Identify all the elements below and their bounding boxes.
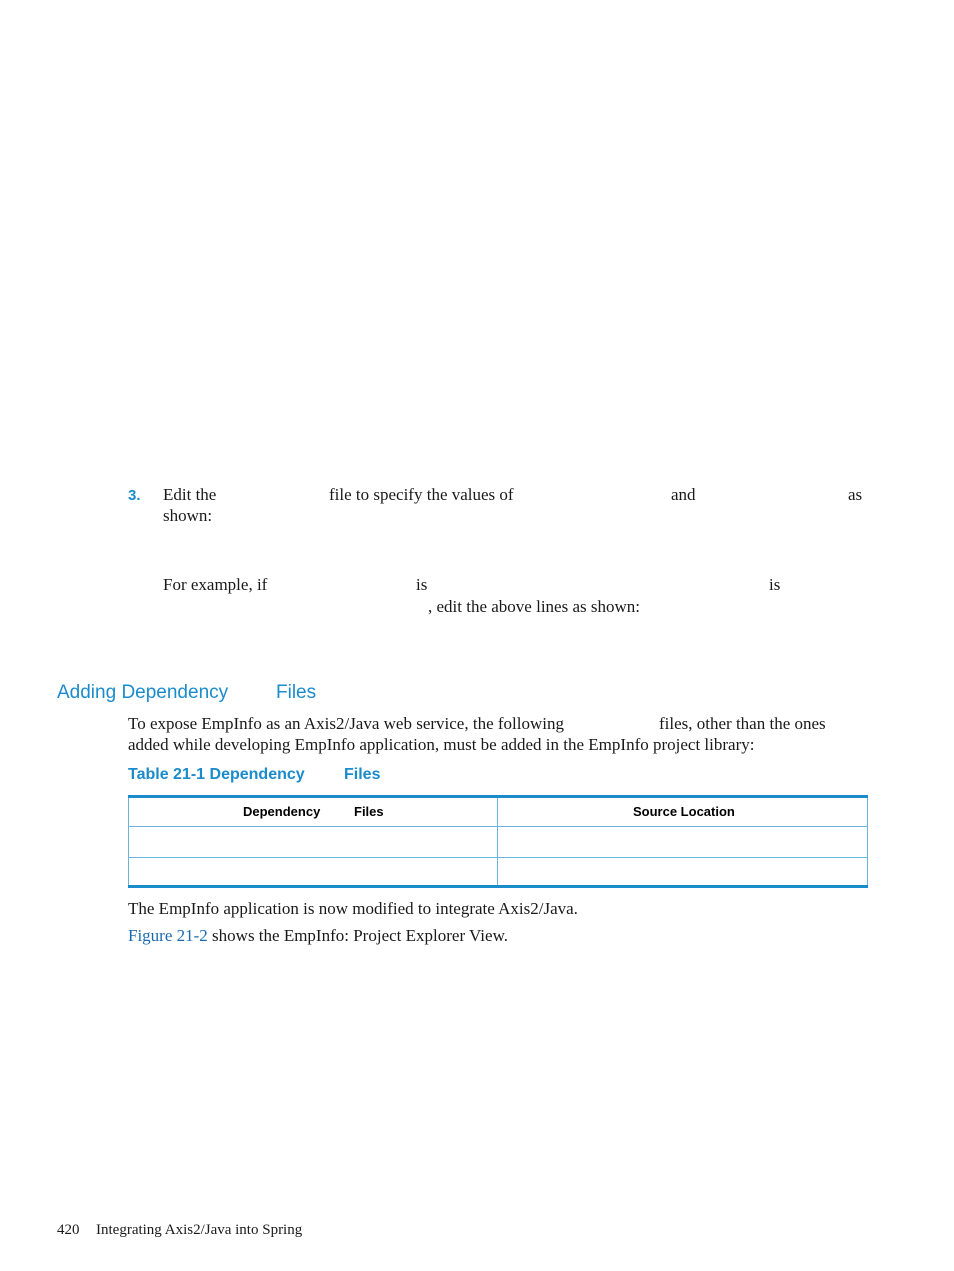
table-caption-part1: Table 21-1 Dependency xyxy=(128,766,305,783)
step-number: 3. xyxy=(128,487,141,504)
dependency-table xyxy=(128,795,868,888)
table-column-divider xyxy=(497,798,498,885)
footer-chapter-title: Integrating Axis2/Java into Spring xyxy=(96,1222,303,1238)
after-table-text: The EmpInfo application is now modified to integrate Axis2/Java. xyxy=(128,899,578,918)
example-text-for-example: For example, if xyxy=(163,575,268,594)
page-number: 420 xyxy=(57,1222,80,1238)
step-text-shown: shown: xyxy=(163,506,213,525)
table-left-border xyxy=(128,798,129,885)
table-header-col2: Source Location xyxy=(633,804,735,819)
example-text-edit-above: , edit the above lines as shown: xyxy=(428,597,640,616)
intro-text-line1-a: To expose EmpInfo as an Axis2/Java web service, the following xyxy=(128,714,564,733)
example-text-is-2: is xyxy=(769,575,781,594)
table-top-rule xyxy=(128,795,868,798)
intro-text-line2: added while developing EmpInfo application, must be added in the EmpInfo project library: xyxy=(128,735,755,754)
intro-text-line1-b: files, other than the ones xyxy=(659,714,826,733)
example-text-is-1: is xyxy=(416,575,428,594)
table-header-divider xyxy=(128,826,868,827)
table-header-col1-part1: Dependency xyxy=(243,804,321,819)
section-heading-part2: Files xyxy=(276,682,317,703)
section-heading-part1: Adding Dependency xyxy=(57,682,229,703)
figure-reference-text: shows the EmpInfo: Project Explorer View. xyxy=(207,926,508,945)
step-text-edit-the: Edit the xyxy=(163,485,217,504)
step-text-and: and xyxy=(671,485,696,504)
table-right-border xyxy=(867,798,868,885)
table-row-divider xyxy=(128,857,868,858)
step-text-file-to-specify: file to specify the values of xyxy=(329,485,514,504)
figure-link[interactable]: Figure 21-2 xyxy=(128,926,208,945)
table-caption-part2: Files xyxy=(344,766,381,783)
table-bottom-rule xyxy=(128,885,868,888)
table-header-col1-part2: Files xyxy=(354,804,384,819)
step-text-as: as xyxy=(848,485,863,504)
figure-reference-line xyxy=(128,926,508,946)
